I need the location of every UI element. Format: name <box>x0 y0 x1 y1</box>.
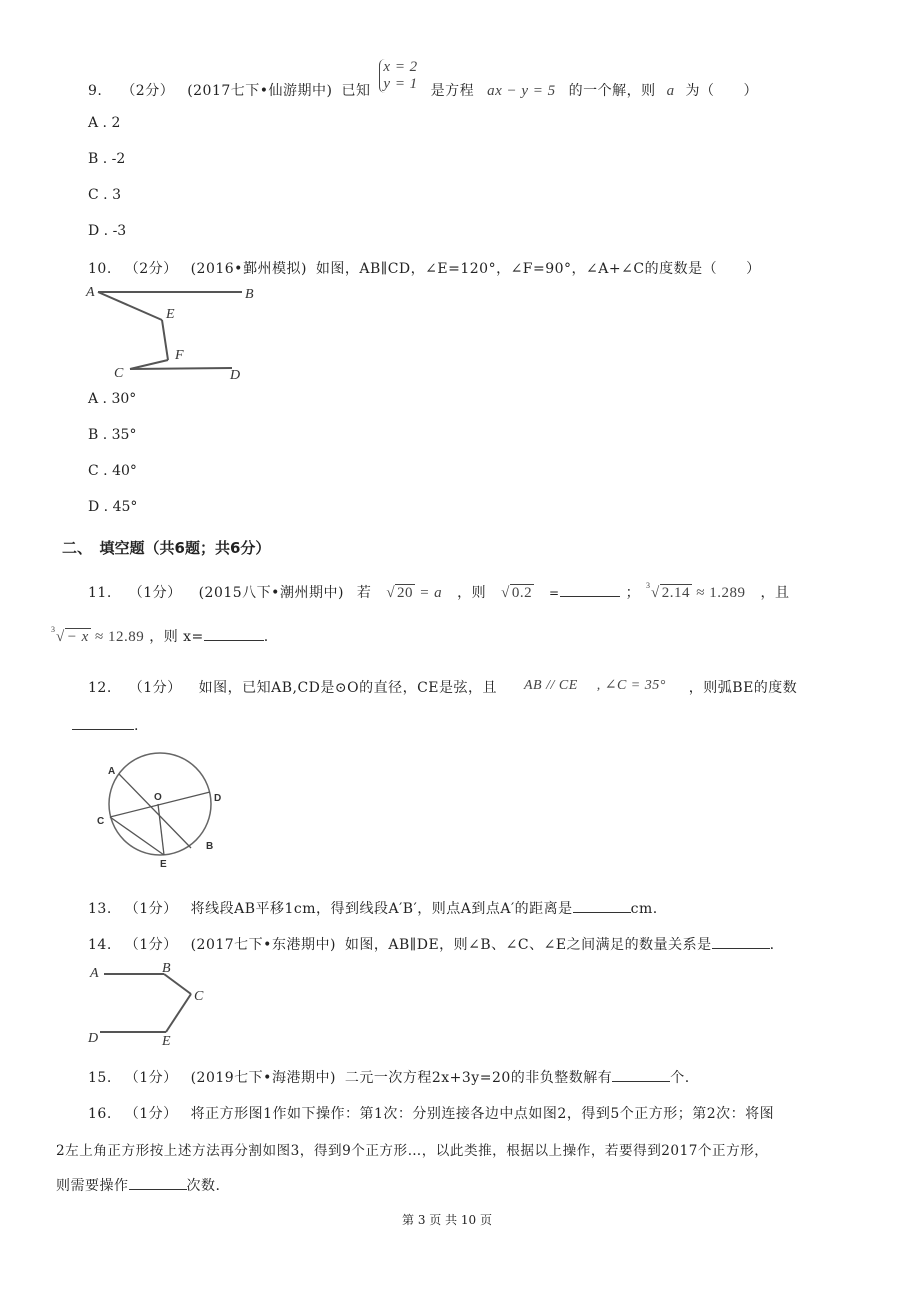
q11-text6: ，则 x= <box>149 629 204 645</box>
q12-radius-oe <box>158 804 164 855</box>
q11-cbrt1: 3 √ 2.14 ≈ 1.289 <box>646 581 746 601</box>
q11-number: 11. <box>88 585 112 601</box>
q12-label-e: E <box>160 859 167 870</box>
q11-sqrt1-radicand: 20 <box>397 585 414 601</box>
q9-option-b: B . -2 <box>88 151 126 167</box>
q9-number: 9. <box>88 83 103 99</box>
q12-label-d: D <box>214 793 222 804</box>
q16-line2: 2左上角正方形按上述方法再分割如图3，得到9个正方形…，以此类推，根据以上操作，若要得到2017个正方形， <box>56 1143 769 1159</box>
q11-cbrt2-radicand: − x <box>66 629 89 645</box>
q10-text: 如图，AB∥CD，∠E=120°，∠F=90°，∠A+∠C的度数是（ ） <box>315 261 761 277</box>
q12-score: （1分） <box>128 680 182 696</box>
q15-text1: 二元一次方程2x+3y=20的非负整数解有 <box>344 1070 613 1086</box>
q13-score: （1分） <box>124 901 178 917</box>
q14-score: （1分） <box>124 937 178 953</box>
q10-label-b: B <box>245 287 254 302</box>
q10-score: （2分） <box>124 261 178 277</box>
q14-line-ce <box>166 994 191 1032</box>
q12-line1 <box>88 677 797 697</box>
q10-line-fc <box>130 360 168 369</box>
q15-number: 15. <box>88 1070 112 1086</box>
q10-figure <box>82 282 252 384</box>
q12-label-b: B <box>206 841 214 852</box>
q16-line1 <box>88 1103 774 1123</box>
q9-text1: 已知 <box>341 83 371 99</box>
q10-line-ef <box>162 320 168 360</box>
q9-option-c: C . 3 <box>88 187 121 203</box>
q11-cbrt1-radicand: 2.14 <box>661 585 691 601</box>
q11-source: (2015八下•潮州期中) <box>198 585 344 601</box>
q9-var: a <box>666 83 675 99</box>
q11-line1 <box>88 582 789 602</box>
q15-stem <box>88 1067 690 1087</box>
q10-option-d: D . 45° <box>88 499 138 515</box>
q14-label-b: B <box>162 961 171 976</box>
q11-cbrt2-rhs: ≈ 12.89 <box>90 629 145 645</box>
q12-figure <box>92 762 234 874</box>
q11-line2 <box>51 625 269 646</box>
q10-label-f: F <box>175 348 184 363</box>
q14-line-bc <box>164 974 191 994</box>
q11-text4: ； <box>625 585 641 601</box>
q14-label-e: E <box>162 1034 171 1049</box>
q11-sqrt1-rhs: = a <box>415 585 443 601</box>
q13-text1: 将线段AB平移1cm，得到线段A′B′，则点A到点A′的距离是 <box>190 901 573 917</box>
q11-cbrt1-index: 3 <box>646 581 651 590</box>
q12-number: 12. <box>88 680 112 696</box>
q13-text2: cm. <box>630 901 658 917</box>
q12-diameter-ab <box>119 774 191 848</box>
q10-option-b: B . 35° <box>88 427 137 443</box>
q12-blank[interactable] <box>72 729 134 730</box>
q16-line3a: 则需要操作 <box>56 1178 129 1194</box>
q16-number: 16. <box>88 1106 112 1122</box>
q11-blank-1[interactable] <box>560 596 620 597</box>
q10-label-a: A <box>86 285 95 300</box>
q9-score: （2分） <box>121 83 175 99</box>
q9-equation: ax − y = 5 <box>487 83 556 99</box>
q11-text1: 若 <box>356 585 372 601</box>
q13-blank[interactable] <box>573 912 631 913</box>
q11-sqrt2: √ 0.2 <box>501 585 533 601</box>
q14-source: (2017七下•东港期中) <box>190 937 336 953</box>
q16-score: （1分） <box>124 1106 178 1122</box>
q12-label-c: C <box>97 816 105 827</box>
q10-option-c: C . 40° <box>88 463 137 479</box>
q16-line3b: 次数. <box>186 1178 221 1194</box>
q9-equation-system <box>379 59 417 93</box>
section-fill-in-title: 二、 填空题（共6题；共6分） <box>62 539 271 557</box>
q11-text7: . <box>263 629 269 645</box>
q10-line-cd <box>130 368 232 369</box>
q12-text1: 如图，已知AB,CD是⊙O的直径，CE是弦，且 <box>198 680 498 696</box>
q9-option-a: A . 2 <box>88 115 121 131</box>
q10-label-c: C <box>114 366 124 381</box>
q11-cbrt2: 3 √ − x ≈ 12.89 <box>51 625 145 645</box>
q9-option-d: D . -3 <box>88 223 127 239</box>
q13-number: 13. <box>88 901 112 917</box>
q14-text1: 如图，AB∥DE，则∠B、∠C、∠E之间满足的数量关系是 <box>344 937 712 953</box>
q10-option-a: A . 30° <box>88 391 137 407</box>
q14-number: 14. <box>88 937 112 953</box>
q11-text2: ，则 <box>457 585 487 601</box>
q11-cbrt2-index: 3 <box>51 625 56 634</box>
q11-sqrt1: √ 20 = a <box>386 585 443 601</box>
q16-line1-text: 将正方形图1作如下操作：第1次：分别连接各边中点如图2，得到5个正方形；第2次：将图 <box>190 1106 775 1122</box>
q12-cond2: , ∠C = 35° <box>596 678 666 693</box>
q10-source: (2016•鄞州模拟) <box>190 261 307 277</box>
q16-blank[interactable] <box>129 1189 187 1190</box>
q15-score: （1分） <box>124 1070 178 1086</box>
q14-label-c: C <box>194 989 204 1004</box>
q11-text5: ，且 <box>760 585 790 601</box>
q12-text2: ，则弧BE的度数 <box>688 680 798 696</box>
q9-text4: 为（ ） <box>685 83 759 99</box>
q9-sys-line2: y = 1 <box>383 76 418 92</box>
q11-cbrt1-rhs: ≈ 1.289 <box>692 585 746 601</box>
q11-score: （1分） <box>128 585 182 601</box>
q12-text3: . <box>134 718 139 734</box>
q9-sys-line1: x = 2 <box>383 59 418 75</box>
q11-sqrt2-radicand: 0.2 <box>511 585 533 601</box>
q12-label-o: O <box>154 792 162 803</box>
q10-number: 10. <box>88 261 112 277</box>
q10-stem <box>88 258 761 278</box>
q15-blank[interactable] <box>612 1081 670 1082</box>
page-footer: 第 3 页 共 10 页 <box>402 1213 492 1227</box>
q16-line3 <box>56 1175 220 1195</box>
q14-text2: . <box>769 937 775 953</box>
q10-label-d: D <box>230 368 241 383</box>
q14-blank[interactable] <box>712 948 770 949</box>
q11-text3: = <box>549 586 560 600</box>
q15-source: (2019七下•海港期中) <box>190 1070 336 1086</box>
q12-label-a: A <box>108 766 116 777</box>
q14-label-d: D <box>88 1031 99 1046</box>
q14-stem <box>88 934 775 954</box>
q9-text3: 的一个解，则 <box>568 83 656 99</box>
q11-blank-2[interactable] <box>204 640 264 641</box>
q9-text2: 是方程 <box>430 83 475 99</box>
q12-cond1: AB // CE <box>523 678 578 693</box>
q10-label-e: E <box>166 307 175 322</box>
q14-label-a: A <box>90 966 99 981</box>
q13-stem <box>88 898 658 918</box>
q15-text2: 个. <box>670 1070 690 1086</box>
q9-source: (2017七下•仙游期中) <box>187 83 333 99</box>
q9-stem <box>88 59 759 99</box>
q10-line-ae <box>98 292 162 320</box>
q14-figure <box>84 960 214 1048</box>
q12-line2 <box>72 718 139 734</box>
